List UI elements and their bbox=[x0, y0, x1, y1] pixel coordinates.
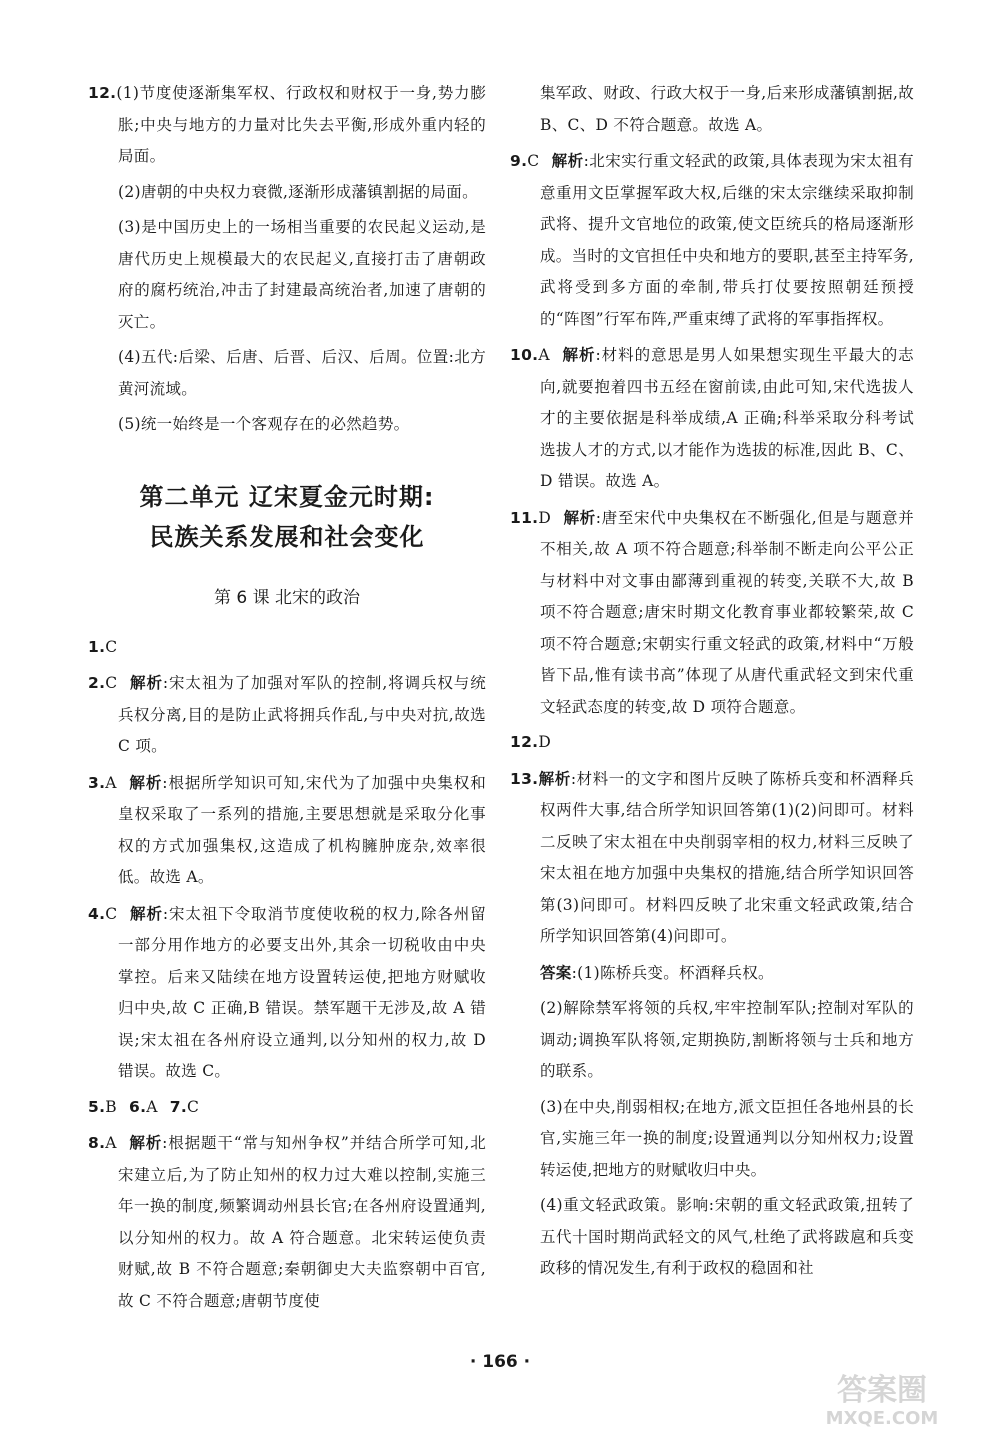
analysis-text: :宋太祖为了加强对军队的控制,将调兵权与统兵权分离,目的是防止武将拥兵作乱,与中央对抗,故选 C 项。 bbox=[118, 674, 487, 755]
question-number: 9. bbox=[510, 152, 528, 170]
answer-label: 答案 bbox=[540, 962, 572, 982]
analysis-label: 解析 bbox=[561, 345, 596, 364]
unit-title-line-2: 民族关系发展和社会变化 bbox=[149, 522, 425, 551]
answer-12 bbox=[88, 78, 486, 173]
answer-8-continued: 集军政、财政、行政大权于一身,后来形成藩镇割据,故 B、C、D 不符合题意。故选 A。 bbox=[540, 84, 914, 134]
answer-choice: C bbox=[105, 904, 118, 923]
answer-choice: A bbox=[105, 1134, 117, 1152]
answer-text: :(1)陈桥兵变。杯酒释兵权。 bbox=[571, 963, 774, 982]
watermark-logo bbox=[782, 1366, 982, 1430]
analysis-text: :根据所学知识可知,宋代为了加强中央集权和皇权采取了一系列的措施,主要思想就是采取分化事权的方式加强集权,这造成了机构臃肿庞杂,效率很低。故选 A。 bbox=[118, 773, 486, 886]
answer-4 bbox=[88, 898, 486, 1088]
unit-title bbox=[88, 477, 486, 557]
answer-choice: A bbox=[538, 346, 550, 364]
right-column bbox=[510, 78, 914, 1289]
analysis-label: 解析 bbox=[538, 768, 571, 788]
answer-choice: C bbox=[105, 674, 118, 692]
answer-13-a4: (4)重文轻武政策。影响:宋朝的重文轻武政策,扭转了五代十国时期尚武轻文的风气,杜绝了武将跋扈和兵变政移的情况发生,有利于政权的稳固和社 bbox=[540, 1196, 914, 1277]
answer-12 bbox=[510, 727, 914, 759]
lesson-title: 第 6 课 北宋的政治 bbox=[213, 587, 361, 608]
answer-8 bbox=[88, 1127, 486, 1317]
question-number: 5. bbox=[88, 1097, 106, 1116]
analysis-text: :宋太祖下令取消节度使收税的权力,除各州留一部分用作地方的必要支出外,其余一切税收由中央掌控。后来又陆续在地方设置转运使,把地方财赋收归中央,故 C 正确,B 错误。禁军题干无涉及,故 A 错误;宋太祖在各州府设立通判,以分知州的权力,故 D 错误。故选 C。 bbox=[118, 904, 487, 1080]
left-column bbox=[88, 78, 486, 1321]
question-number: 7. bbox=[169, 1097, 188, 1116]
question-number: 3. bbox=[88, 773, 106, 792]
page-number: · 166 · bbox=[469, 1352, 531, 1372]
analysis-text: :唐至宋代中央集权在不断强化,但是与题意并不相关,故 A 项不符合题意;科举制不断走向公平公正与材料中对文事由鄙薄到重视的转变,关联不大,故 B 项不符合题意;唐宋时期文化教育事业都较繁荣,故 C 项不符合题意;宋朝实行重文轻武的政策,材料中“万般皆下品,惟有读书高”体现了从唐代重武轻文到宋代重文轻武态度的转变,故 D 项符合题意。 bbox=[540, 508, 915, 716]
answer-3 bbox=[88, 767, 486, 894]
analysis-label: 解析 bbox=[129, 673, 163, 692]
analysis-label: 解析 bbox=[129, 903, 163, 923]
answer-13 bbox=[510, 763, 914, 953]
question-number: 13. bbox=[510, 769, 539, 788]
answer-13-a1 bbox=[510, 957, 914, 990]
question-number: 10. bbox=[510, 346, 539, 364]
answer-choice: A bbox=[105, 773, 117, 792]
question-number: 1. bbox=[88, 637, 106, 656]
question-number: 2. bbox=[88, 674, 106, 692]
answer-paragraph: (2)唐朝的中央权力衰微,逐渐形成藩镇割据的局面。 bbox=[118, 182, 478, 201]
analysis-text: :北宋实行重文轻武的政策,具体表现为宋太祖有意重用文臣掌握军政大权,后继的宋太宗继续采取抑制武将、提升文官地位的政策,使文臣统兵的格局逐渐形成。当时的文官担任中央和地方的要职,甚至主持军务,武将受到多方面的牵制,带兵打仗要按照朝廷预授的“阵图”行军布阵,严重束缚了武将的军事指挥权。 bbox=[540, 152, 914, 328]
answer-choice: A bbox=[146, 1097, 158, 1116]
answer-13-a3: (3)在中央,削弱相权;在地方,派文臣担任各地州县的长官,实施三年一换的制度;设置通判以分知州权力;设置转运使,把地方的财赋收归中央。 bbox=[540, 1097, 914, 1179]
question-number: 8. bbox=[88, 1134, 106, 1152]
answer-choice: D bbox=[538, 733, 552, 751]
question-number: 11. bbox=[510, 508, 539, 527]
answer-paragraph: (5)统一始终是一个客观存在的必然趋势。 bbox=[118, 415, 410, 433]
analysis-text: :根据题干“常与知州争权”并结合所学可知,北宋建立后,为了防止知州的权力过大难以控制,实施三年一换的制度,频繁调动州县长官;在各州府设置通判,以分知州的权力。故 A 符合题意。北宋转运使负责财赋,故 B 不符合题意;秦朝御史大夫监察朝中百官,故 C 不符合题意;唐朝节度使 bbox=[118, 1134, 486, 1310]
question-number: 6. bbox=[128, 1097, 147, 1116]
analysis-label: 解析 bbox=[563, 507, 596, 527]
analysis-label: 解析 bbox=[128, 1133, 163, 1152]
analysis-label: 解析 bbox=[128, 772, 163, 792]
answer-5-7 bbox=[88, 1092, 486, 1124]
answer-text: (1)节度使逐渐集军权、行政权和财权于一身,势力膨胀;中央与地方的力量对比失去平衡,形成外重内轻的局面。 bbox=[116, 84, 486, 165]
answer-2 bbox=[88, 667, 486, 763]
answer-choice: C bbox=[105, 637, 118, 656]
answer-11 bbox=[510, 502, 914, 724]
answer-choice: B bbox=[105, 1097, 117, 1116]
answer-paragraph: (4)五代:后梁、后唐、后晋、后汉、后周。位置:北方黄河流域。 bbox=[118, 348, 486, 398]
answer-1 bbox=[88, 632, 486, 664]
analysis-text: :材料一的文字和图片反映了陈桥兵变和杯酒释兵权两件大事,结合所学知识回答第(1)(2)问即可。材料二反映了宋太祖在中央削弱宰相的权力,材料三反映了宋太祖在地方加强中央集权的措施,结合所学知识回答第(3)问即可。材料四反映了北宋重文轻武政策,结合所学知识回答第(4)问即可。 bbox=[540, 769, 915, 945]
watermark-line-2: MXQE.COM bbox=[825, 1408, 939, 1429]
question-number: 12. bbox=[88, 84, 117, 102]
watermark-line-1: 答案圈 bbox=[837, 1373, 927, 1408]
answer-choice: D bbox=[538, 508, 552, 527]
question-number: 4. bbox=[88, 904, 106, 923]
answer-9 bbox=[510, 145, 914, 335]
answer-choice: C bbox=[187, 1097, 200, 1116]
answer-choice: C bbox=[527, 152, 540, 170]
analysis-text: :材料的意思是男人如果想实现生平最大的志向,就要抱着四书五经在窗前读,由此可知,宋代选拔人才的主要依据是科举成绩,A 正确;科举采取分科考试选拔人才的方式,以才能作为选拔的标准,因此 B、C、D 错误。故选 A。 bbox=[540, 346, 914, 490]
unit-title-line-1: 第二单元 辽宋夏金元时期: bbox=[139, 482, 435, 511]
answer-13-a2: (2)解除禁军将领的兵权,牢牢控制军队;控制对军队的调动;调换军队将领,定期换防,割断将领与士兵和地方的联系。 bbox=[540, 999, 914, 1080]
analysis-label: 解析 bbox=[551, 151, 584, 170]
answer-paragraph: (3)是中国历史上的一场相当重要的农民起义运动,是唐代历史上规模最大的农民起义,直接打击了唐朝政府的腐朽统治,冲击了封建最高统治者,加速了唐朝的灭亡。 bbox=[118, 218, 486, 331]
question-number: 12. bbox=[510, 733, 539, 751]
answer-10 bbox=[510, 339, 914, 498]
